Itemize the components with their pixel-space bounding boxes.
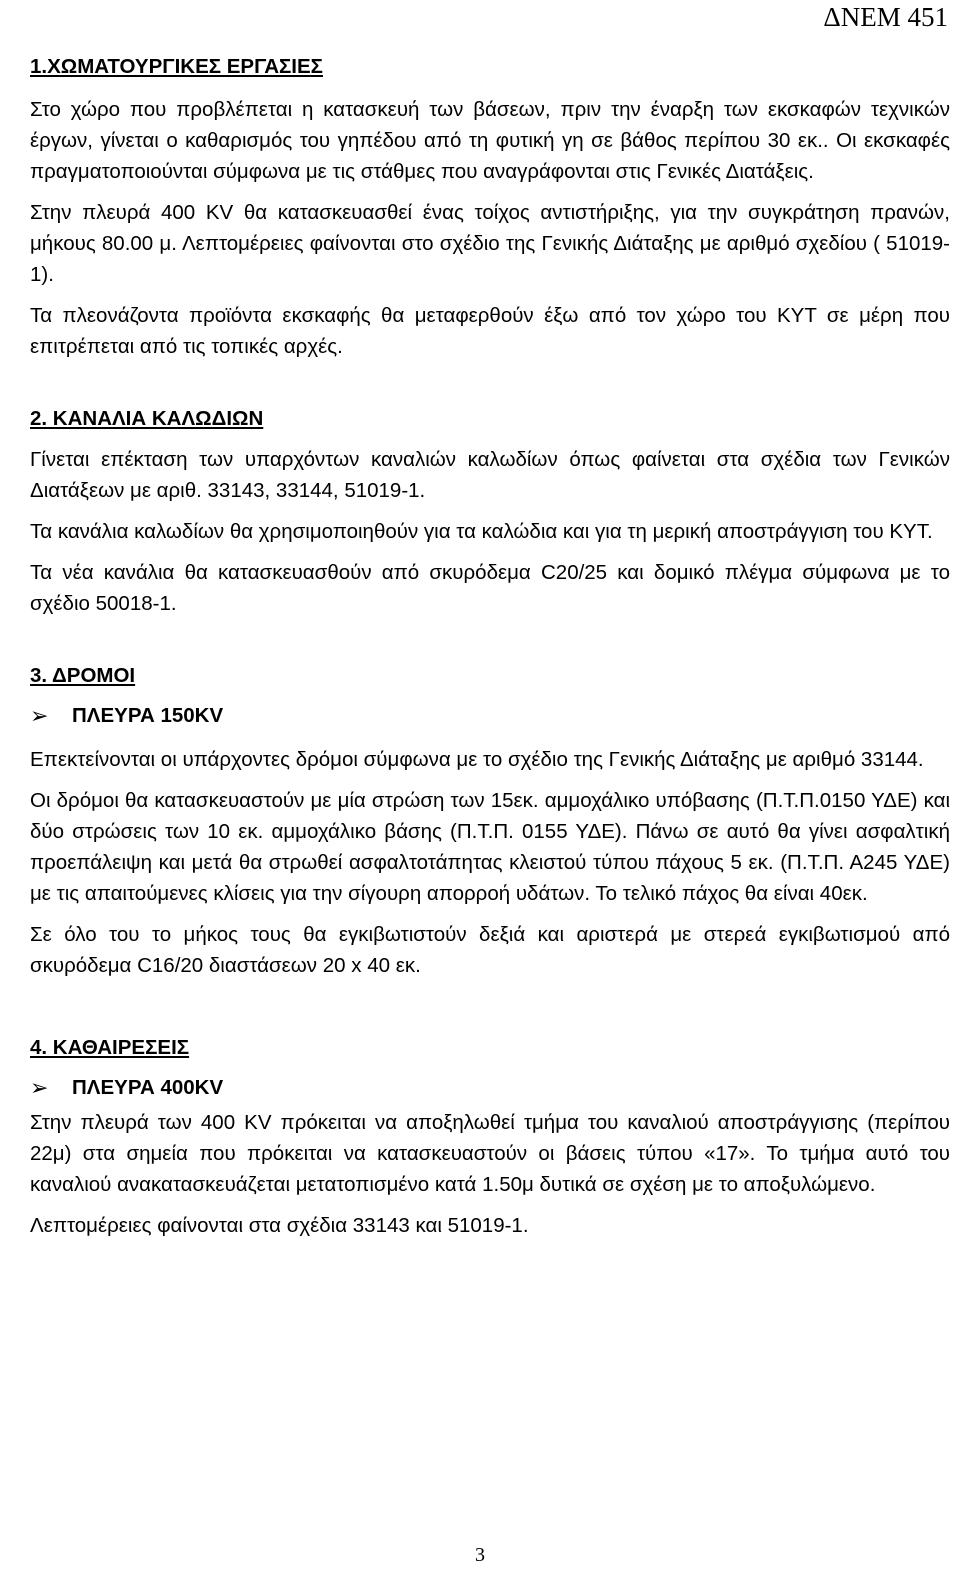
demolitions-paragraph-2: Λεπτομέρειες φαίνονται στα σχέδια 33143 και 51019-1.	[30, 1214, 529, 1237]
section-cable-channels	[30, 404, 950, 619]
section-title-cable-channels: 2. ΚΑΝΑΛΙΑ ΚΑΛΩΔΙΩΝ	[30, 407, 264, 430]
roads-paragraph-1: Επεκτείνονται οι υπάρχοντες δρόμοι σύμφωνα με το σχέδιο της Γενικής Διάταξης με αριθμό 33144.	[30, 748, 924, 771]
document-code: ΔΝΕΜ 451	[823, 2, 948, 32]
section-earthworks	[30, 52, 950, 362]
earthworks-paragraph-1: Στο χώρο που προβλέπεται η κατασκευή των βάσεων, πριν την έναρξη των εκσκαφών τεχνικών έργων, γίνεται ο καθαρισμός του γηπέδου από τη φυτική γη σε βάθος περίπου 30 εκ.. Οι εκσκαφές πραγματοποιούνται σύμφωνα με τις στάθμες που αναγράφονται στις Γενικές Διατάξεις.	[30, 98, 950, 183]
section-title-earthworks: 1.ΧΩΜΑΤΟΥΡΓΙΚΕΣ ΕΡΓΑΣΙΕΣ	[30, 55, 323, 78]
roads-paragraph-3: Σε όλο του το μήκος τους θα εγκιβωτιστούν δεξιά και αριστερά με στερεά εγκιβωτισμού από σκυρόδεμα C16/20 διαστάσεων 20 x 40 εκ.	[30, 923, 950, 977]
section-title-roads: 3. ΔΡΟΜΟΙ	[30, 664, 136, 687]
cable-channels-paragraph-1: Γίνεται επέκταση των υπαρχόντων καναλιών καλωδίων όπως φαίνεται στα σχέδια των Γενικών Διατάξεων με αριθ. 33143, 33144, 51019-1.	[30, 448, 950, 502]
arrow-bullet-icon: ➢	[30, 1075, 49, 1100]
subheading-150kv-label: ΠΛΕΥΡΑ 150KV	[72, 704, 224, 727]
earthworks-paragraph-2: Στην πλευρά 400 KV θα κατασκευασθεί ένας τοίχος αντιστήριξης, για την συγκράτηση πρανών, μήκους 80.00 μ. Λεπτομέρειες φαίνονται στο σχέδιο της Γενικής Διάταξης με αριθμό σχεδίου ( 51019-1).	[30, 201, 950, 286]
cable-channels-paragraph-2: Τα κανάλια καλωδίων θα χρησιμοποιηθούν για τα καλώδια και για τη μερική αποστράγγιση του ΚΥΤ.	[30, 520, 933, 543]
document-body	[30, 52, 950, 1241]
arrow-bullet-icon: ➢	[30, 703, 49, 728]
demolitions-paragraph-1: Στην πλευρά των 400 KV πρόκειται να αποξηλωθεί τμήμα του καναλιού αποστράγγισης (περίπου 22μ) στα σημεία που πρόκειται να κατασκευαστούν οι βάσεις τύπου «17». Το τμήμα αυτό του καναλιού ανακατασκευάζεται μετατοπισμένο κατά 1.50μ δυτικά σε σχέση με το αποξυλώμενο.	[30, 1111, 950, 1196]
section-demolitions	[30, 1033, 950, 1241]
roads-paragraph-2: Οι δρόμοι θα κατασκευαστούν με μία στρώση των 15εκ. αμμοχάλικο υπόβασης (Π.Τ.Π.0150 ΥΔΕ) και δύο στρώσεις των 10 εκ. αμμοχάλικο βάσης (Π.Τ.Π. 0155 ΥΔΕ). Πάνω σε αυτό θα γίνει ασφαλτική προεπάλειψη και μετά θα στρωθεί ασφαλτοτάπητας κλειστού τύπου πάχους 5 εκ. (Π.Τ.Π. Α245 ΥΔΕ) με τις απαιτούμενες κλίσεις για την σίγουρη απορροή υδάτων. Το τελικό πάχος θα είναι 40εκ.	[30, 789, 950, 905]
section-roads	[30, 661, 950, 981]
subheading-400kv	[30, 1073, 950, 1103]
earthworks-paragraph-3: Τα πλεονάζοντα προϊόντα εκσκαφής θα μεταφερθούν έξω από τον χώρο του ΚΥΤ σε μέρη που επιτρέπεται από τις τοπικές αρχές.	[30, 304, 950, 358]
subheading-400kv-label: ΠΛΕΥΡΑ 400KV	[72, 1076, 224, 1099]
page-number: 3	[475, 1544, 485, 1566]
section-title-demolitions: 4. ΚΑΘΑΙΡΕΣΕΙΣ	[30, 1036, 190, 1059]
subheading-150kv	[30, 701, 950, 731]
cable-channels-paragraph-3: Τα νέα κανάλια θα κατασκευασθούν από σκυρόδεμα C20/25 και δομικό πλέγμα σύμφωνα με το σχέδιο 50018-1.	[30, 561, 950, 615]
